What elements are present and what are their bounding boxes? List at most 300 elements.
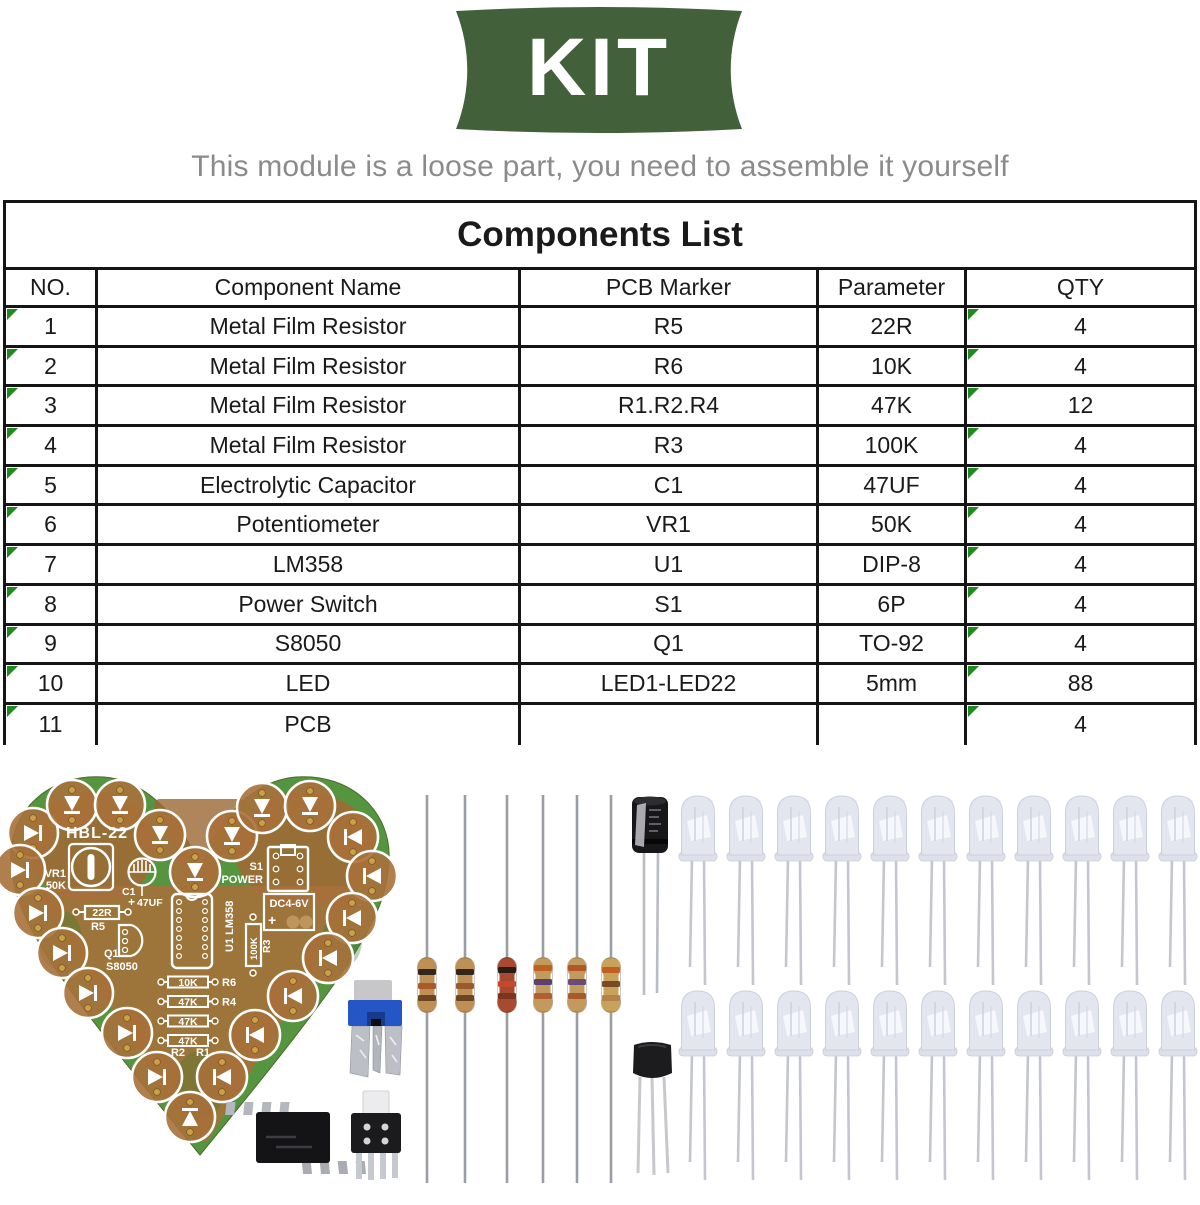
cell-text: 2 <box>44 352 57 379</box>
excel-flag-triangle <box>7 587 18 598</box>
led <box>919 796 957 985</box>
cell-text: S8050 <box>274 630 342 657</box>
table-cell <box>521 665 819 705</box>
led-lead <box>1122 1052 1124 1162</box>
column-header <box>521 270 819 308</box>
ic-pin <box>243 1102 253 1115</box>
pad-hole <box>349 930 356 937</box>
pcb-hole <box>203 936 208 941</box>
excel-flag-triangle <box>968 627 979 638</box>
table-cell <box>819 308 967 348</box>
pad-hole <box>117 787 124 794</box>
table-row <box>6 387 1194 427</box>
table-cell <box>967 586 1194 626</box>
led-lead <box>752 1052 753 1180</box>
pcb-hole <box>212 999 218 1005</box>
ghost-pad <box>287 916 300 929</box>
led-lead <box>896 857 897 985</box>
table-cell <box>98 586 521 626</box>
cell-text: 4 <box>1074 352 1087 379</box>
table-row <box>6 546 1194 586</box>
led-lead <box>1184 857 1185 985</box>
cell-text: 10 <box>37 670 64 697</box>
table-row <box>6 705 1194 745</box>
cell-text: DIP-8 <box>862 550 921 577</box>
pad-hole <box>350 849 357 856</box>
potentiometer-leg <box>350 1026 370 1077</box>
cell-text: Metal Film Resistor <box>209 392 407 419</box>
table-cell <box>967 387 1194 427</box>
potentiometer-slot <box>371 1019 381 1026</box>
cell-text: 9 <box>44 630 57 657</box>
cell-text: 5mm <box>865 670 918 697</box>
switch-pin <box>392 1151 398 1178</box>
led-lead <box>834 1052 836 1162</box>
pcb-hole <box>125 909 131 915</box>
footprint-ref-label: R6 <box>222 977 237 989</box>
led-lead <box>1088 857 1089 985</box>
pad-hole <box>307 788 314 795</box>
table-cell <box>98 308 521 348</box>
pad-hole <box>124 1015 131 1022</box>
led <box>1159 796 1197 985</box>
led <box>967 796 1005 985</box>
switch-actuator <box>363 1091 389 1115</box>
table-cell <box>98 546 521 586</box>
table-cell <box>521 586 819 626</box>
pad-hole <box>69 817 76 824</box>
pad-hole <box>192 884 199 891</box>
cell-text: PCB Marker <box>605 274 732 300</box>
resistor <box>418 795 437 1183</box>
resistor-band <box>534 993 552 999</box>
pad-hole <box>229 818 236 825</box>
pad-hole <box>252 1017 259 1024</box>
pcb-hole <box>123 939 128 944</box>
potentiometer-leg <box>373 1026 382 1073</box>
excel-flag-triangle <box>7 627 18 638</box>
table-cell <box>6 308 98 348</box>
led-lead <box>978 1052 980 1162</box>
excel-flag-triangle <box>968 309 979 320</box>
led <box>1111 991 1149 1180</box>
resistor <box>534 795 553 1183</box>
pad-hole <box>85 975 92 982</box>
table-cell <box>6 705 98 745</box>
led-pad <box>63 968 113 1018</box>
excel-flag-triangle <box>7 309 18 320</box>
pcb-hole <box>203 954 208 959</box>
cell-text: 4 <box>1074 312 1087 339</box>
pad-hole <box>154 1059 161 1066</box>
excel-flag-triangle <box>968 587 979 598</box>
potentiometer-tab <box>354 980 392 1002</box>
cell-text: R1.R2.R4 <box>618 392 719 419</box>
table-cell <box>967 626 1194 666</box>
resistor-footprint <box>158 1016 218 1029</box>
excel-flag-triangle <box>968 428 979 439</box>
cell-text: Metal Film Resistor <box>209 312 407 339</box>
resistor-band <box>534 965 552 971</box>
led-lead <box>1074 1052 1076 1162</box>
excel-flag-triangle <box>7 349 18 360</box>
cell-text: 5 <box>44 471 57 498</box>
subtitle-text: This module is a loose part, you need to assemble it yourself <box>191 150 1009 183</box>
pcb-hole <box>212 1038 218 1044</box>
led-lead <box>992 857 993 985</box>
cell-text: 4 <box>1074 550 1087 577</box>
excel-flag-triangle <box>968 388 979 399</box>
pcb-hole <box>273 866 279 872</box>
cell-text: 100K <box>864 431 919 458</box>
table-cell <box>967 506 1194 546</box>
table-cell <box>819 348 967 388</box>
pad-hole <box>157 847 164 854</box>
trimmer-potentiometer <box>348 980 402 1077</box>
pcb-hole <box>123 948 128 953</box>
footprint-ref-label: R2 <box>170 1047 186 1059</box>
table-cell <box>521 626 819 666</box>
cell-text: 4 <box>1074 590 1087 617</box>
pad-hole <box>35 925 42 932</box>
led-lead <box>930 857 932 967</box>
components-table-title: Components List <box>6 203 1194 270</box>
table-cell <box>521 348 819 388</box>
q1-part-label: S8050 <box>106 961 138 973</box>
pad-hole <box>229 848 236 855</box>
table-cell <box>819 626 967 666</box>
cell-text: R5 <box>653 312 684 339</box>
table-row <box>6 626 1194 666</box>
table-row <box>6 467 1194 507</box>
pcb-hole <box>203 900 208 905</box>
pcb-hole <box>250 970 256 976</box>
resistor <box>498 795 517 1183</box>
table-cell <box>819 546 967 586</box>
cell-text: NO. <box>30 274 71 300</box>
s1-label: S1 <box>249 861 263 873</box>
table-cell <box>6 348 98 388</box>
cell-text: 50K <box>871 511 912 538</box>
resistor-band <box>456 969 474 975</box>
pad-hole <box>290 1008 297 1015</box>
resistor-band <box>418 983 436 989</box>
cell-text: 12 <box>1067 392 1094 419</box>
table-cell <box>819 467 967 507</box>
table-header-row <box>6 270 1194 308</box>
led <box>1063 991 1101 1180</box>
pad-hole <box>219 1059 226 1066</box>
slide-switch <box>351 1091 401 1180</box>
led <box>679 991 717 1180</box>
pad-hole <box>154 1089 161 1096</box>
cell-text: R6 <box>653 352 684 379</box>
u1-label: U1 LM358 <box>224 900 236 952</box>
cell-text: LED <box>285 670 331 697</box>
pcb-hole <box>273 853 279 859</box>
table-cell <box>6 387 98 427</box>
excel-flag-triangle <box>968 349 979 360</box>
resistor-band <box>498 993 516 999</box>
resistor-band <box>568 965 586 971</box>
led-lead <box>978 857 980 967</box>
led <box>1015 796 1053 985</box>
table-cell <box>98 387 521 427</box>
switch-pin <box>356 1151 362 1179</box>
switch-pin <box>380 1151 386 1179</box>
cell-text: VR1 <box>646 511 691 538</box>
led-pad <box>165 1092 215 1142</box>
pcb-hole <box>203 909 208 914</box>
led-pad <box>268 971 318 1021</box>
cell-text: 1 <box>44 312 57 339</box>
switch-rivet <box>364 1138 371 1145</box>
cell-text: 3 <box>44 392 57 419</box>
table-cell <box>521 467 819 507</box>
pcb-hole <box>158 1018 164 1024</box>
r5-value-label: 22R <box>92 907 112 919</box>
led-pad <box>132 1052 182 1102</box>
pcb-hole <box>177 900 182 905</box>
pad-hole <box>35 895 42 902</box>
resistor <box>456 795 475 1183</box>
led-lead <box>992 1052 993 1180</box>
ic-pin <box>338 1161 348 1174</box>
pcb-hole <box>212 1018 218 1024</box>
table-row <box>6 665 1194 705</box>
pad-hole <box>325 970 332 977</box>
led <box>775 991 813 1180</box>
switch-rivet <box>364 1124 371 1131</box>
cell-text: 11 <box>38 711 63 738</box>
table-cell <box>967 546 1194 586</box>
excel-flag-triangle <box>7 388 18 399</box>
excel-flag-triangle <box>968 666 979 677</box>
cell-text: Power Switch <box>238 590 378 617</box>
table-row <box>6 586 1194 626</box>
pcb-hole <box>297 879 303 885</box>
excel-flag-triangle <box>7 468 18 479</box>
pcb-hole <box>158 979 164 985</box>
r5-label: R5 <box>90 921 106 933</box>
resistor-band <box>498 967 516 973</box>
cell-text: Parameter <box>837 274 946 300</box>
cell-text: R3 <box>653 431 684 458</box>
pad-hole <box>30 815 37 822</box>
pad-hole <box>124 1045 131 1052</box>
led-lead <box>1184 1052 1185 1180</box>
led-lead <box>1040 1052 1041 1180</box>
table-cell <box>98 348 521 388</box>
led <box>967 991 1005 1180</box>
ghost-pad <box>300 916 313 929</box>
parts-photo-svg <box>0 755 1200 1200</box>
led <box>871 796 909 985</box>
led-lead <box>848 1052 849 1180</box>
switch-rivet <box>382 1124 389 1131</box>
pcb-hole <box>177 954 182 959</box>
table-cell <box>6 586 98 626</box>
switch-body <box>351 1113 401 1153</box>
pad-hole <box>369 858 376 865</box>
cell-text: 22R <box>870 312 913 339</box>
led-lead <box>1026 1052 1028 1162</box>
pad-hole <box>307 818 314 825</box>
kit-banner <box>452 2 746 138</box>
led-lead <box>1088 1052 1089 1180</box>
led-pad <box>170 847 220 897</box>
resistor <box>568 795 587 1183</box>
pad-hole <box>259 790 266 797</box>
led-lead <box>944 1052 945 1180</box>
switch-pin <box>368 1151 374 1180</box>
table-cell <box>819 586 967 626</box>
table-cell <box>521 427 819 467</box>
led-lead <box>1122 857 1124 967</box>
pad-hole <box>187 1099 194 1106</box>
resistor-band <box>602 967 620 973</box>
dc-plus: + <box>268 912 277 928</box>
led <box>1063 796 1101 985</box>
vr1-value-label: 50K <box>45 880 66 892</box>
pad-hole <box>117 817 124 824</box>
led <box>679 796 717 985</box>
pcb-hole <box>203 918 208 923</box>
pcb-hole <box>158 999 164 1005</box>
pcb-hole <box>297 866 303 872</box>
led-pad <box>230 1010 280 1060</box>
column-header <box>6 270 98 308</box>
table-cell <box>98 506 521 546</box>
r3-label: R3 <box>261 939 273 953</box>
pad-hole <box>259 820 266 827</box>
cell-text: Component Name <box>214 274 402 300</box>
cell-text: U1 <box>653 550 684 577</box>
led-lead <box>1040 857 1041 985</box>
resistor-band <box>418 995 436 1001</box>
cell-text: TO-92 <box>859 630 924 657</box>
pcb-hole <box>203 927 208 932</box>
led-lead <box>930 1052 932 1162</box>
pad-hole <box>219 1089 226 1096</box>
pcb-hole <box>73 909 79 915</box>
footprint-value-label: 47K <box>178 1016 198 1028</box>
led-lead <box>834 857 836 967</box>
cell-text: 88 <box>1067 670 1094 697</box>
excel-flag-triangle <box>968 706 979 717</box>
resistor-footprint <box>158 1035 218 1048</box>
led-lead <box>944 857 945 985</box>
cell-text: 4 <box>44 431 57 458</box>
pad-hole <box>349 900 356 907</box>
ic-pin <box>225 1102 235 1115</box>
led <box>1159 991 1197 1180</box>
footprint-value-label: 10K <box>178 977 198 989</box>
table-cell <box>967 665 1194 705</box>
table-cell <box>6 467 98 507</box>
column-header <box>819 270 967 308</box>
vr1-slot <box>88 854 95 880</box>
cell-text: Metal Film Resistor <box>209 431 407 458</box>
c1-plus: + <box>128 895 136 909</box>
cell-text: QTY <box>1056 274 1105 300</box>
resistor-band <box>456 995 474 1001</box>
table-row <box>6 506 1194 546</box>
capacitor-top <box>634 797 666 806</box>
resistor-band <box>602 981 620 987</box>
table-cell <box>521 387 819 427</box>
cell-text: 4 <box>1074 471 1087 498</box>
led-lead <box>800 1052 801 1180</box>
cell-text: S1 <box>654 590 683 617</box>
excel-flag-triangle <box>968 547 979 558</box>
resistor-band <box>456 983 474 989</box>
pcb-hole <box>177 927 182 932</box>
to92-transistor <box>633 1042 672 1175</box>
kit-banner-label: KIT <box>526 22 672 113</box>
led-lead <box>704 1052 705 1180</box>
table-row <box>6 308 1194 348</box>
r3-value-label: 100K <box>249 937 260 960</box>
resistor-band <box>498 981 516 987</box>
table-cell <box>819 506 967 546</box>
table-row <box>6 427 1194 467</box>
table-cell <box>967 308 1194 348</box>
transistor-lead <box>638 1077 640 1173</box>
footprint-value-label: 47K <box>178 1035 198 1048</box>
resistor <box>602 795 621 1183</box>
cell-text: 7 <box>44 550 57 577</box>
pcb-hole <box>203 945 208 950</box>
led <box>775 796 813 985</box>
excel-flag-triangle <box>7 428 18 439</box>
table-cell <box>819 665 967 705</box>
led-lead <box>738 1052 740 1162</box>
led-lead <box>800 857 801 985</box>
led-lead <box>752 857 753 985</box>
table-cell <box>6 626 98 666</box>
c1-value-label: 47UF <box>137 897 163 909</box>
pad-hole <box>59 965 66 972</box>
pcb-hole <box>123 930 128 935</box>
electrolytic-capacitor <box>632 797 668 996</box>
led-lead <box>704 857 705 985</box>
footprint-ref-label: R4 <box>222 996 237 1009</box>
cell-text: Metal Film Resistor <box>209 352 407 379</box>
cell-text: LM358 <box>272 550 344 577</box>
pcb-hole <box>158 1038 164 1044</box>
excel-flag-triangle <box>7 666 18 677</box>
table-cell <box>521 506 819 546</box>
cell-text: 4 <box>1074 711 1087 738</box>
pad-hole <box>59 935 66 942</box>
cell-text: PCB <box>284 711 332 738</box>
cell-text: Electrolytic Capacitor <box>199 471 417 498</box>
led-lead <box>1074 857 1076 967</box>
table-cell <box>967 348 1194 388</box>
led-pad <box>285 781 335 831</box>
pcb-hole <box>250 914 256 920</box>
cell-text: 47K <box>871 392 912 419</box>
kit-parts-photo <box>0 755 1200 1200</box>
pad-hole <box>187 1129 194 1136</box>
resistor-band <box>568 979 586 985</box>
excel-flag-triangle <box>7 547 18 558</box>
led <box>1015 991 1053 1180</box>
cell-text: 8 <box>44 590 57 617</box>
excel-flag-triangle <box>7 507 18 518</box>
led-pad <box>237 783 287 833</box>
